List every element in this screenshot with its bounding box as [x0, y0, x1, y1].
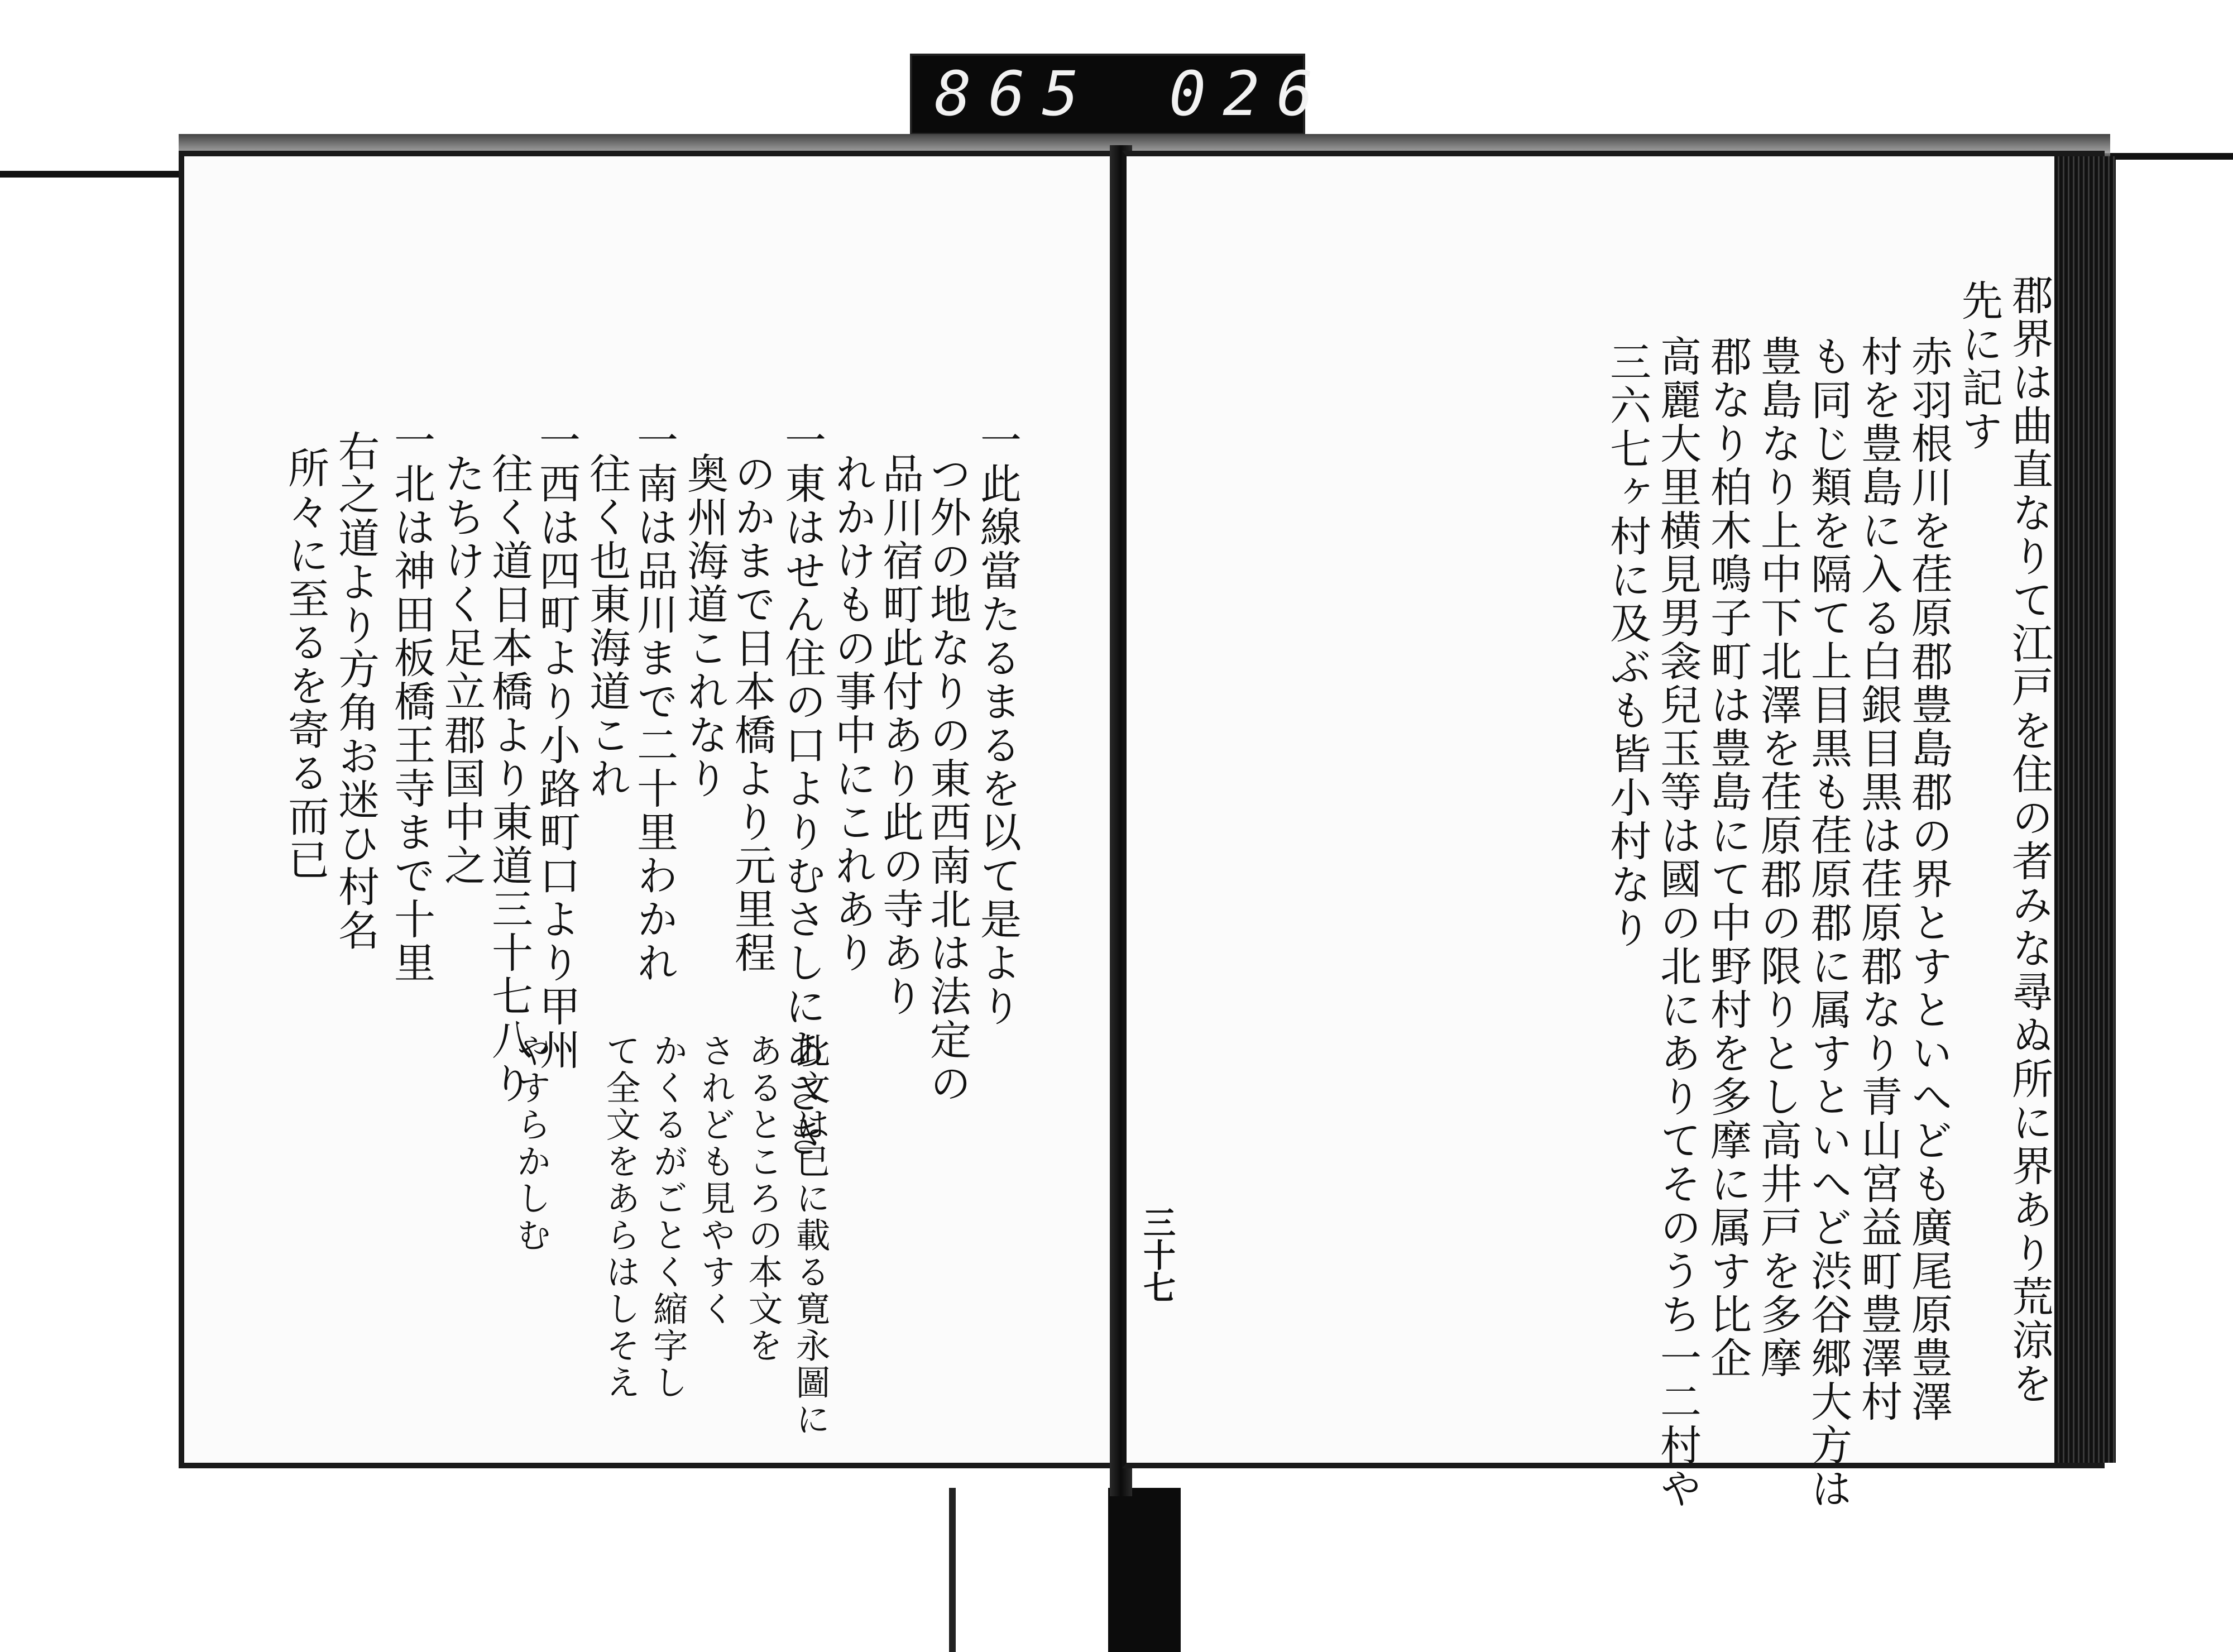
note-line: 此文は已に載る寛永圖に — [790, 1033, 831, 1438]
text-line: 一南は品川まで二十里わかれ — [630, 419, 678, 985]
binding-rod-bottom — [1108, 1488, 1181, 1652]
text-line: 一西は四町より小路町口より甲州 — [533, 419, 581, 1072]
text-line: 奥州海道これなり — [681, 452, 729, 801]
text-line: 郡なり柏木鳴子町は豊島にて中野村を多摩に属す比企 — [1704, 335, 1752, 1380]
reel-number: 865 — [935, 58, 1096, 130]
left-page — [179, 151, 1116, 1468]
right-page — [1122, 151, 2105, 1511]
note-line: されども見やすく — [695, 1033, 736, 1328]
page-fore-edge — [2054, 156, 2116, 1463]
text-line: 村を豊島に入る白銀目黒は荏原郡なり青山宮益町豊澤村 — [1855, 335, 1903, 1424]
text-line: 赤羽根川を荏原郡豊島郡の界とすといへども廣尾原豊澤 — [1905, 335, 1953, 1424]
text-line: のかまで日本橋より元里程 — [728, 452, 776, 975]
text-line: たちけく足立郡国中之 — [438, 452, 486, 888]
page-number: 三十七 — [1138, 1206, 1176, 1303]
frame-number: 026 — [1169, 58, 1330, 130]
text-line: つ外の地なりの東西南北は法定の — [923, 452, 971, 1105]
text-line: 右之道より方角お迷ひ村名 — [332, 430, 380, 952]
film-frame-label — [910, 54, 1330, 135]
text-line: 往く道日本橋より東道三十七八り — [485, 452, 533, 1105]
text-line: 一此線當たるまるを以て是より — [974, 419, 1022, 1028]
note-line: あるところの本文を — [742, 1033, 783, 1364]
text-line: 先に記す — [1955, 279, 2003, 453]
open-book — [179, 134, 2121, 1511]
text-line: 所々に至るを寄る而已 — [281, 447, 329, 882]
text-line: れかけもの事中にこれあり — [828, 452, 876, 975]
text-line: 往く也東海道これ — [583, 452, 631, 801]
text-line: 品川宿町此付あり此の寺あり — [876, 452, 924, 1018]
text-line: 郡界は曲直なりて江戸を住の者みな尋ぬ所に界あり荒涼を — [2005, 274, 2053, 1406]
text-line: 豊島なり上中下北澤を荏原郡の限りとし高井戸を多摩 — [1754, 335, 1802, 1380]
note-line: て全文をあらはしそえ — [600, 1033, 641, 1401]
holder-strip — [949, 1488, 956, 1652]
text-line: 一北は神田板橋王寺まで十里 — [387, 419, 435, 985]
text-line: 三六七ヶ村に及ぶも皆小村なり — [1603, 341, 1651, 950]
text-line: 一東はせん住の口よりむさしにあさき — [778, 419, 826, 1159]
note-line: やすらかしむ — [511, 1033, 552, 1254]
text-line: 高麗大里横見男衾兒玉等は國の北にありてそのうち一二村や — [1654, 335, 1702, 1511]
note-line: かくるがごとく縮字し — [648, 1033, 688, 1401]
text-line: も同じ類を隔て上目黒も荏原郡に属すといへど渋谷郷大方は — [1804, 335, 1852, 1511]
